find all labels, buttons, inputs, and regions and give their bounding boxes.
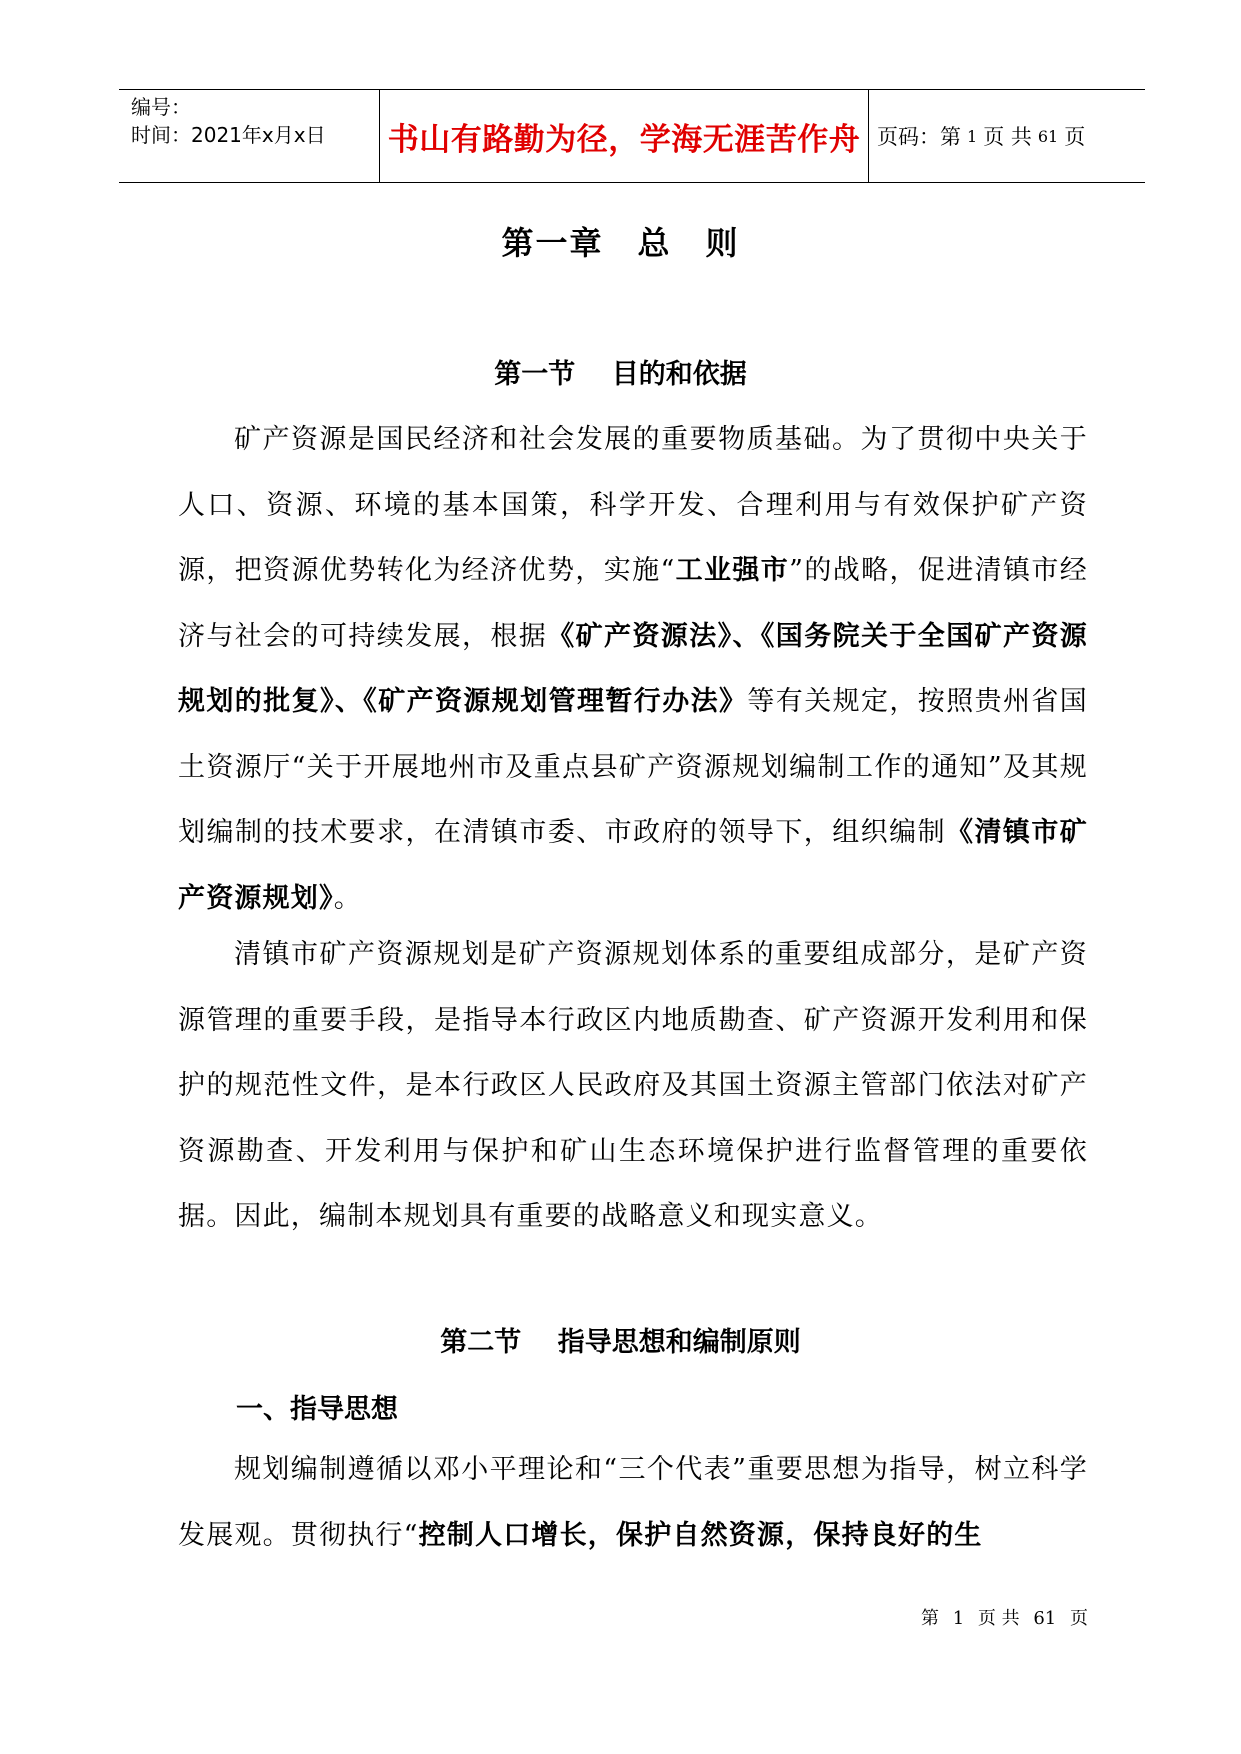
header-motto: 书山有路勤为径，学海无涯苦作舟 [379, 90, 869, 182]
footer-page-current: 1 [952, 1608, 965, 1629]
subsection-title: 一、指导思想 [236, 1394, 398, 1425]
emphasis-text: 《矿产资源法》、《国务院关于全国矿产资源规划的批复》、《矿产资源规划管理暂行办法》 [178, 620, 1088, 717]
page-mid: 页 共 [983, 125, 1032, 149]
section-title: 第二节 指导思想和编制原则 [440, 1327, 801, 1358]
footer-page-total: 61 [1033, 1608, 1057, 1629]
section-title: 第一节 目的和依据 [494, 359, 747, 390]
emphasis-text: 《清镇市矿产资源规划》 [178, 817, 1088, 914]
page-header [119, 89, 1145, 183]
emphasis-text: 工业强市 [675, 555, 790, 586]
page-total: 61 [1037, 126, 1059, 146]
header-page-info [867, 90, 1145, 182]
document-date-label: 时间：2021年x月x日 [131, 123, 326, 147]
paragraph: 清镇市矿产资源规划是矿产资源规划体系的重要组成部分，是矿产资源管理的重要手段，是指导本行政区内地质勘查、矿产资源开发利用和保护的规范性文件，是本行政区人民政府及其国土资源主管部门依法对矿产资源勘查、开发利用与保护和矿山生态环境保护进行监督管理的重要依据。因此，编制本规划具有重要的战略意义和现实意义。 [178, 939, 1088, 1232]
page-suffix: 页 [1064, 125, 1086, 149]
emphasis-text: 控制人口增长，保护自然资源，保持良好的生 [418, 1519, 983, 1551]
header-meta [119, 90, 379, 182]
chapter-title: 第一章 总 则 [501, 224, 740, 262]
page-current: 1 [967, 126, 978, 146]
paragraph: 规划编制遵循以邓小平理论和“三个代表”重要思想为指导，树立科学发展观。贯彻执行“控制人口增长，保护自然资源，保持良好的生 [178, 1454, 1088, 1551]
paragraph: 矿产资源是国民经济和社会发展的重要物质基础。为了贯彻中央关于人口、资源、环境的基本国策，科学开发、合理利用与有效保护矿产资源，把资源优势转化为经济优势，实施“工业强市”的战略，促进清镇市经济与社会的可持续发展，根据《矿产资源法》、《国务院关于全国矿产资源规划的批复》、《矿产资源规划管理暂行办法》等有关规定，按照贵州省国土资源厅“关于开展地州市及重点县矿产资源规划编制工作的通知”及其规划编制的技术要求，在清镇市委、市政府的领导下，组织编制《清镇市矿产资源规划》。 [178, 424, 1089, 914]
page-footer: 第 1 页 共 61 页 [920, 1608, 1088, 1629]
page-prefix: 页码：第 [877, 125, 961, 149]
document-number-label: 编号： [131, 95, 191, 119]
